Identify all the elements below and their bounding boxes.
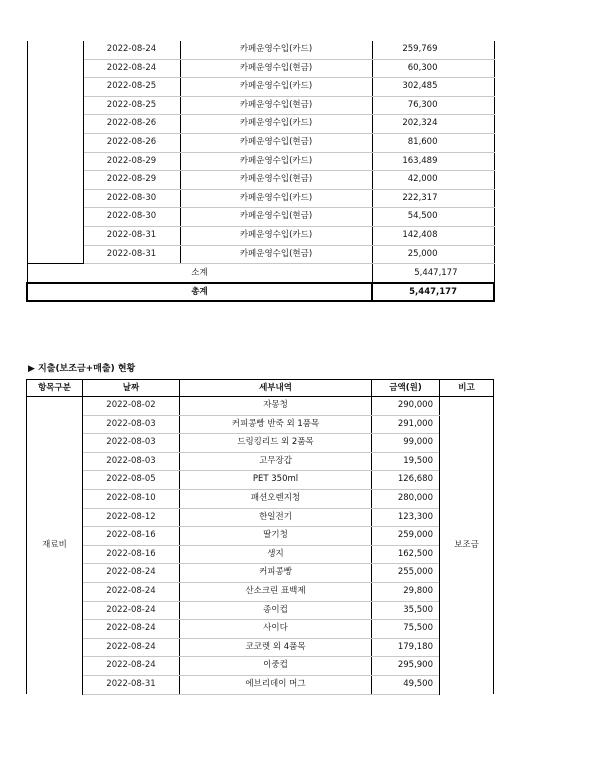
expense-table-body: [27, 397, 494, 695]
income-row: [27, 171, 494, 190]
income-date: 2022-08-25: [83, 96, 180, 115]
income-blank-cell: [27, 59, 83, 78]
income-desc: 카페운영수입(카드): [180, 78, 372, 97]
income-table-body: [27, 41, 494, 264]
income-amount: 76,300: [372, 96, 494, 115]
expense-amount: 291,000: [372, 415, 440, 434]
income-amount: 259,769: [372, 41, 494, 59]
expense-row: [27, 471, 494, 490]
income-date: 2022-08-24: [83, 41, 180, 59]
expense-desc: 에브리데이 머그: [180, 675, 372, 694]
income-blank-cell: [27, 96, 83, 115]
total-row: [27, 283, 494, 301]
income-date: 2022-08-30: [83, 208, 180, 227]
income-blank-cell: [27, 115, 83, 134]
income-table: [26, 41, 495, 302]
income-desc: 카페운영수입(카드): [180, 115, 372, 134]
income-amount: 202,324: [372, 115, 494, 134]
subtotal-label: 소계: [27, 264, 372, 284]
expense-date: 2022-08-03: [83, 415, 180, 434]
expense-row: [27, 638, 494, 657]
income-blank-cell: [27, 171, 83, 190]
expense-date: 2022-08-16: [83, 527, 180, 546]
income-desc: 카페운영수입(현금): [180, 245, 372, 264]
expense-desc: 커피콩빵: [180, 564, 372, 583]
expense-row: [27, 527, 494, 546]
expense-row: [27, 508, 494, 527]
expense-date: 2022-08-02: [83, 397, 180, 416]
expense-row: [27, 434, 494, 453]
income-desc: 카페운영수입(현금): [180, 208, 372, 227]
income-date: 2022-08-29: [83, 152, 180, 171]
expense-desc: 자몽청: [180, 397, 372, 416]
expense-desc: 사이다: [180, 620, 372, 639]
expense-row: [27, 489, 494, 508]
expense-row: [27, 620, 494, 639]
income-blank-cell: [27, 133, 83, 152]
expense-date: 2022-08-24: [83, 601, 180, 620]
header-note: 비고: [440, 380, 494, 397]
expense-amount: 162,500: [372, 545, 440, 564]
income-row: [27, 59, 494, 78]
income-desc: 카페운영수입(현금): [180, 171, 372, 190]
income-amount: 302,485: [372, 78, 494, 97]
income-amount: 222,317: [372, 189, 494, 208]
expense-row: [27, 601, 494, 620]
subtotal-row: [27, 264, 494, 284]
expense-amount: 179,180: [372, 638, 440, 657]
expense-desc: 고무장갑: [180, 452, 372, 471]
expense-amount: 290,000: [372, 397, 440, 416]
income-desc: 카페운영수입(카드): [180, 41, 372, 59]
expense-desc: 생지: [180, 545, 372, 564]
expense-date: 2022-08-24: [83, 564, 180, 583]
expense-amount: 35,500: [372, 601, 440, 620]
expense-amount: 49,500: [372, 675, 440, 694]
income-amount: 163,489: [372, 152, 494, 171]
expense-row: [27, 582, 494, 601]
expense-date: 2022-08-31: [83, 675, 180, 694]
expense-desc: 종이컵: [180, 601, 372, 620]
total-label: 총계: [27, 283, 372, 301]
income-row: [27, 133, 494, 152]
income-desc: 카페운영수입(현금): [180, 96, 372, 115]
expense-table: [26, 379, 494, 695]
income-date: 2022-08-29: [83, 171, 180, 190]
expense-header-row: [27, 380, 494, 397]
income-blank-cell: [27, 208, 83, 227]
income-desc: 카페운영수입(카드): [180, 152, 372, 171]
income-amount: 25,000: [372, 245, 494, 264]
header-detail: 세부내역: [180, 380, 372, 397]
expense-amount: 29,800: [372, 582, 440, 601]
header-category: 항목구분: [27, 380, 83, 397]
subtotal-value: 5,447,177: [372, 264, 494, 284]
expense-amount: 126,680: [372, 471, 440, 490]
income-amount: 42,000: [372, 171, 494, 190]
expense-note: 보조금: [440, 397, 494, 695]
expense-desc: 한일전기: [180, 508, 372, 527]
income-blank-cell: [27, 226, 83, 245]
income-desc: 카페운영수입(카드): [180, 189, 372, 208]
expense-desc: 드링킹리드 외 2품목: [180, 434, 372, 453]
expense-row: [27, 545, 494, 564]
income-date: 2022-08-26: [83, 133, 180, 152]
income-date: 2022-08-31: [83, 226, 180, 245]
expense-date: 2022-08-16: [83, 545, 180, 564]
expense-amount: 19,500: [372, 452, 440, 471]
income-date: 2022-08-31: [83, 245, 180, 264]
income-amount: 142,408: [372, 226, 494, 245]
income-desc: 카페운영수입(현금): [180, 59, 372, 78]
income-row: [27, 226, 494, 245]
expense-amount: 123,300: [372, 508, 440, 527]
income-blank-cell: [27, 78, 83, 97]
income-date: 2022-08-26: [83, 115, 180, 134]
income-row: [27, 41, 494, 59]
expense-row: [27, 397, 494, 416]
expense-date: 2022-08-24: [83, 657, 180, 676]
income-row: [27, 115, 494, 134]
income-amount: 54,500: [372, 208, 494, 227]
income-amount: 60,300: [372, 59, 494, 78]
income-desc: 카페운영수입(카드): [180, 226, 372, 245]
expense-row: [27, 675, 494, 694]
expense-amount: 255,000: [372, 564, 440, 583]
expense-amount: 280,000: [372, 489, 440, 508]
expense-desc: 이중컵: [180, 657, 372, 676]
expense-desc: 패션오렌지청: [180, 489, 372, 508]
expense-category: 재료비: [27, 397, 83, 695]
expense-date: 2022-08-10: [83, 489, 180, 508]
expense-date: 2022-08-24: [83, 582, 180, 601]
header-date: 날짜: [83, 380, 180, 397]
income-row: [27, 96, 494, 115]
income-row: [27, 245, 494, 264]
expense-date: 2022-08-24: [83, 620, 180, 639]
expense-date: 2022-08-24: [83, 638, 180, 657]
expense-desc: 딸기청: [180, 527, 372, 546]
income-blank-cell: [27, 152, 83, 171]
expense-amount: 259,000: [372, 527, 440, 546]
expense-row: [27, 452, 494, 471]
expense-desc: 커피콩빵 반죽 외 1품목: [180, 415, 372, 434]
expense-date: 2022-08-12: [83, 508, 180, 527]
income-blank-cell: [27, 245, 83, 264]
income-date: 2022-08-25: [83, 78, 180, 97]
income-row: [27, 189, 494, 208]
expense-section-title: ▶ 지출(보조금+매출) 현황: [28, 364, 136, 374]
expense-date: 2022-08-03: [83, 452, 180, 471]
income-date: 2022-08-30: [83, 189, 180, 208]
income-date: 2022-08-24: [83, 59, 180, 78]
expense-amount: 75,500: [372, 620, 440, 639]
expense-row: [27, 657, 494, 676]
expense-amount: 295,900: [372, 657, 440, 676]
total-value: 5,447,177: [372, 283, 494, 301]
expense-desc: 산소크린 표백제: [180, 582, 372, 601]
expense-desc: PET 350ml: [180, 471, 372, 490]
income-row: [27, 208, 494, 227]
income-blank-cell: [27, 41, 83, 59]
expense-date: 2022-08-03: [83, 434, 180, 453]
header-amount: 금액(원): [372, 380, 440, 397]
income-row: [27, 152, 494, 171]
income-amount: 81,600: [372, 133, 494, 152]
income-blank-cell: [27, 189, 83, 208]
expense-amount: 99,000: [372, 434, 440, 453]
expense-row: [27, 415, 494, 434]
expense-desc: 코코렛 외 4품목: [180, 638, 372, 657]
income-row: [27, 78, 494, 97]
income-desc: 카페운영수입(현금): [180, 133, 372, 152]
expense-date: 2022-08-05: [83, 471, 180, 490]
expense-row: [27, 564, 494, 583]
